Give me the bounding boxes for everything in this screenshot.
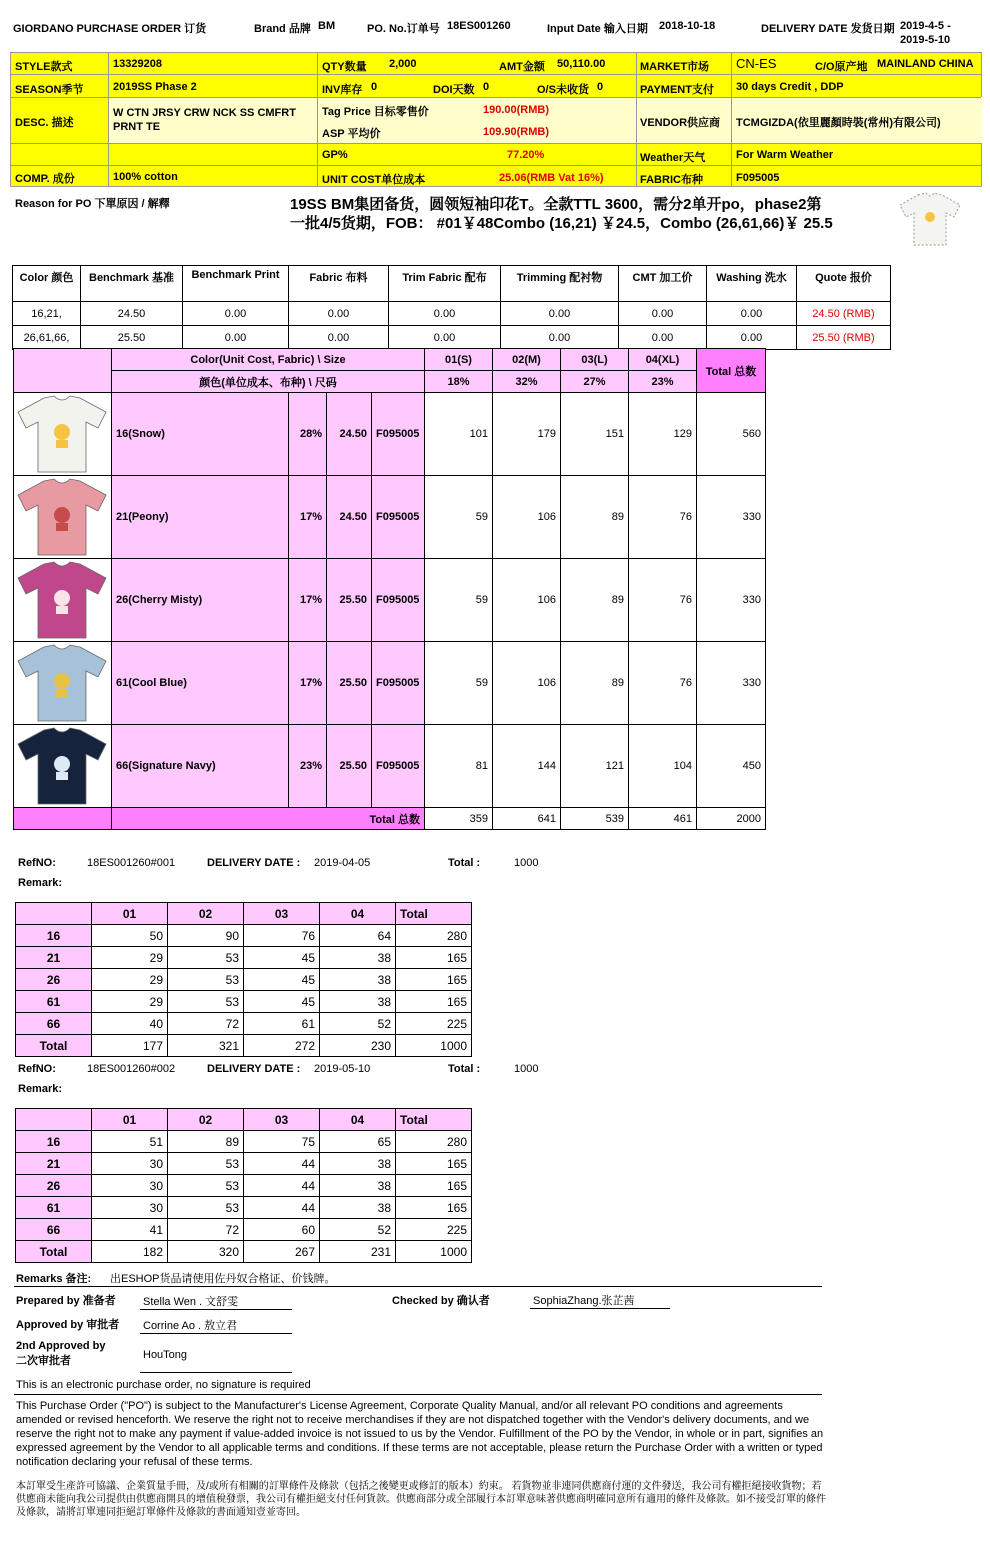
delivery-qty-cell: 51	[92, 1131, 168, 1153]
delivery-header-cell: 01	[92, 1109, 168, 1131]
bench-cell: 25.50	[81, 326, 183, 350]
gp-value: 77.20%	[507, 149, 545, 161]
size-row-total: 330	[697, 476, 766, 559]
delivery-size-label: Total	[16, 1241, 92, 1263]
season-value: 2019SS Phase 2	[113, 81, 197, 93]
market-label: MARKET市场	[640, 61, 710, 73]
prepared-value: Stella Wen . 文舒雯	[143, 1296, 239, 1308]
size-pct-m: 32%	[493, 371, 561, 393]
tshirt-icon	[14, 726, 110, 807]
bench-col-trimming: Trimming 配衬物	[501, 266, 619, 302]
delivery-qty-cell: 65	[320, 1131, 396, 1153]
delivery-total-value: 1000	[514, 1063, 539, 1075]
bench-cell: 0.00	[389, 326, 501, 350]
reason-label: Reason for PO 下單原因 / 解釋	[15, 198, 170, 210]
size-row-cost: 25.50	[327, 725, 372, 808]
size-breakdown-table	[13, 348, 766, 830]
size-row-qty-xl: 76	[629, 559, 697, 642]
delivery-size-label: 21	[16, 1153, 92, 1175]
size-row-qty-l: 151	[561, 393, 629, 476]
size-row	[14, 476, 766, 559]
size-row-qty-m: 106	[493, 559, 561, 642]
delivery-qty-cell: 30	[92, 1197, 168, 1219]
size-row-qty-s: 101	[425, 393, 493, 476]
delivery-qty-cell: 53	[168, 1197, 244, 1219]
bench-cell: 0.00	[289, 326, 389, 350]
comp-value: 100% cotton	[113, 171, 178, 183]
delivery-qty-cell: 267	[244, 1241, 320, 1263]
delivery-header-cell: Total	[396, 1109, 472, 1131]
signature-line	[140, 1309, 292, 1310]
delivery-header-cell: 04	[320, 903, 396, 925]
delivery-qty-cell: 321	[168, 1035, 244, 1057]
fabric-value: F095005	[736, 172, 780, 184]
unit-cost-label: UNIT COST单位成本	[322, 174, 426, 186]
delivery-total-label: Total :	[448, 857, 481, 869]
size-row-qty-l: 121	[561, 725, 629, 808]
vendor-value: TCMGIZDA(依里麗顏時裝(常州)有限公司)	[736, 117, 941, 129]
delivery-row	[16, 947, 472, 969]
size-row-cost: 25.50	[327, 559, 372, 642]
delivery-table-2	[15, 1108, 472, 1263]
doi-label: DOI天数	[433, 84, 475, 96]
style-value: 13329208	[113, 58, 162, 70]
size-row-qty-xl: 104	[629, 725, 697, 808]
benchmark-table	[12, 265, 891, 350]
approved2-value: HouTong	[143, 1349, 188, 1361]
tshirt-icon	[14, 560, 110, 641]
bench-col-fabric: Fabric 布料	[289, 266, 389, 302]
delivery-qty-cell: 177	[92, 1035, 168, 1057]
po-label: PO. No.订单号	[367, 23, 440, 35]
benchmark-row	[13, 326, 891, 350]
checked-label: Checked by 确认者	[392, 1295, 490, 1307]
bench-cell: 0.00	[289, 302, 389, 326]
bench-cell: 0.00	[183, 302, 289, 326]
delivery-size-label: 61	[16, 991, 92, 1013]
delivery-table-1	[15, 902, 472, 1057]
delivery-date-label: DELIVERY DATE :	[207, 857, 301, 869]
delivery-qty-cell: 29	[92, 969, 168, 991]
size-table-title-cn: 颜色(单位成本、布种) \ 尺码	[112, 371, 425, 393]
size-row-fabric: F095005	[372, 476, 425, 559]
delivery-qty-cell: 165	[396, 991, 472, 1013]
delivery-qty-cell: 44	[244, 1153, 320, 1175]
delivery-qty-cell: 45	[244, 969, 320, 991]
delivery-date-value: 2019-4-5 -	[900, 20, 951, 32]
size-row-pct: 17%	[289, 642, 327, 725]
size-row-qty-l: 89	[561, 642, 629, 725]
size-row	[14, 559, 766, 642]
size-table-title: Color(Unit Cost, Fabric) \ Size	[112, 349, 425, 371]
delivery-row	[16, 1241, 472, 1263]
delivery-header-cell: 03	[244, 903, 320, 925]
size-row-qty-m: 106	[493, 476, 561, 559]
bench-cell: 0.00	[707, 302, 797, 326]
delivery-header-cell: 02	[168, 1109, 244, 1131]
qty-label: QTY数量	[322, 61, 367, 73]
size-row-color: 26(Cherry Misty)	[112, 559, 289, 642]
delivery-header-cell	[16, 1109, 92, 1131]
delivery-row	[16, 1131, 472, 1153]
approved2-label-cn: 二次审批者	[16, 1355, 71, 1367]
bench-cell: 16,21,	[13, 302, 81, 326]
remark-label: Remark:	[18, 877, 63, 889]
delivery-qty-cell: 53	[168, 969, 244, 991]
delivery-qty-cell: 76	[244, 925, 320, 947]
bench-cell: 26,61,66,	[13, 326, 81, 350]
delivery-header-row	[16, 1109, 472, 1131]
tag-price-value: 190.00(RMB)	[483, 104, 550, 116]
size-col-xl: 04(XL)	[629, 349, 697, 371]
desc-label: DESC. 描述	[15, 117, 74, 129]
size-total-s: 359	[425, 808, 493, 830]
size-row-cost: 24.50	[327, 393, 372, 476]
size-row-total: 450	[697, 725, 766, 808]
delivery-qty-cell: 53	[168, 1153, 244, 1175]
delivery-row	[16, 991, 472, 1013]
size-total-xl: 461	[629, 808, 697, 830]
size-row-pct: 28%	[289, 393, 327, 476]
size-pct-s: 18%	[425, 371, 493, 393]
delivery-header-cell: 02	[168, 903, 244, 925]
size-row	[14, 393, 766, 476]
size-row-fabric: F095005	[372, 393, 425, 476]
size-row-qty-s: 59	[425, 476, 493, 559]
delivery-qty-cell: 38	[320, 1153, 396, 1175]
weather-value: For Warm Weather	[736, 149, 834, 161]
delivery-qty-cell: 53	[168, 991, 244, 1013]
size-row-color: 66(Signature Navy)	[112, 725, 289, 808]
size-col-s: 01(S)	[425, 349, 493, 371]
delivery-header-cell: 01	[92, 903, 168, 925]
delivery-qty-cell: 29	[92, 947, 168, 969]
delivery-header-cell: 03	[244, 1109, 320, 1131]
shirt-image-cell	[14, 559, 112, 642]
size-col-m: 02(M)	[493, 349, 561, 371]
bench-col-benchmark: Benchmark 基准	[81, 266, 183, 302]
size-row-qty-xl: 76	[629, 642, 697, 725]
delivery-qty-cell: 225	[396, 1219, 472, 1241]
shirt-image-cell	[14, 642, 112, 725]
bench-cell: 0.00	[501, 326, 619, 350]
bench-col-washing: Washing 洗水	[707, 266, 797, 302]
delivery-qty-cell: 230	[320, 1035, 396, 1057]
delivery-date-value: 2019-04-05	[314, 857, 371, 869]
terms-english: This Purchase Order ("PO") is subject to the Manufacturer's License Agreement, Corporate Quality Manual, and/or all relevant PO conditions and agreements amended or revised henceforth. We reserve the right not to receive merchandises if they are not dispatched together with the Vendor's delivery documents, and we reserve the right not to make any payment if value-added invoice is not issued to us by the Vendor. Fulfillment of the PO by the Vendor, in whole or in part, signifies an expressed agreement by the Vendor to all applicable terms and conditions. If these terms are not acceptable, please return the Purchase Order with a written or typed notification declaring your refusal of these terms.	[16, 1400, 824, 1468]
brand-value: BM	[318, 20, 336, 32]
reason-text-2: 一批4/5货期，FOB： #01￥48Combo (16,21) ￥24.5，Combo (26,61,66)￥ 25.5	[290, 215, 833, 232]
fabric-label: FABRIC布种	[640, 174, 703, 186]
terms-chinese: 本訂單受生產許可協議、企業質量手冊，及/或所有相關的訂單條件及條款（包括之後變更或修訂的版本）約束。 若貨物並非連同供應商付運的文件發送，我公司有權拒絕接收貨物；若供應商未能向我公司提供由供應商開具的增值稅發票，我公司有權拒絕支付任何貨款。供應商部分或全部履行本訂單意味著供應商明確同意所有適用的條件及條款。如不接受訂單的條件及條款，請將訂單連同拒絕訂單條件及條款的書面通知壹並寄回。	[16, 1481, 826, 1518]
bench-cell: 0.00	[183, 326, 289, 350]
delivery-qty-cell: 38	[320, 969, 396, 991]
delivery-row	[16, 925, 472, 947]
bench-cell: 0.00	[619, 326, 707, 350]
delivery-total-value: 1000	[514, 857, 539, 869]
delivery-header-cell: 04	[320, 1109, 396, 1131]
bench-cell: 24.50	[81, 302, 183, 326]
size-total-m: 641	[493, 808, 561, 830]
delivery-row	[16, 1197, 472, 1219]
size-row-color: 61(Cool Blue)	[112, 642, 289, 725]
delivery-size-label: 16	[16, 1131, 92, 1153]
brand-label: Brand 品牌	[254, 23, 311, 35]
delivery-qty-cell: 44	[244, 1175, 320, 1197]
size-row-pct: 17%	[289, 476, 327, 559]
co-value: MAINLAND CHINA	[877, 58, 974, 70]
delivery-qty-cell: 89	[168, 1131, 244, 1153]
delivery-qty-cell: 272	[244, 1035, 320, 1057]
delivery-qty-cell: 280	[396, 925, 472, 947]
size-row-qty-m: 179	[493, 393, 561, 476]
size-row-fabric: F095005	[372, 642, 425, 725]
size-total-row	[14, 808, 766, 830]
delivery-qty-cell: 30	[92, 1153, 168, 1175]
delivery-qty-cell: 90	[168, 925, 244, 947]
tshirt-icon	[14, 394, 110, 475]
size-row-qty-s: 59	[425, 559, 493, 642]
delivery-row	[16, 1013, 472, 1035]
delivery-qty-cell: 38	[320, 1197, 396, 1219]
delivery-size-label: Total	[16, 1035, 92, 1057]
desc-value: W CTN JRSY CRW NCK SS CMFRT	[113, 107, 296, 119]
delivery-qty-cell: 38	[320, 947, 396, 969]
size-row-pct: 17%	[289, 559, 327, 642]
size-pct-l: 27%	[561, 371, 629, 393]
size-total-label: Total 总数	[112, 808, 425, 830]
delivery-qty-cell: 165	[396, 969, 472, 991]
remark-label: Remark:	[18, 1083, 63, 1095]
delivery-row	[16, 1153, 472, 1175]
co-label: C/O原产地	[815, 61, 868, 73]
delivery-row	[16, 1035, 472, 1057]
size-row-qty-m: 144	[493, 725, 561, 808]
bench-col-trim-fabric: Trim Fabric 配布	[389, 266, 501, 302]
remarks-label: Remarks 备注:	[16, 1273, 92, 1285]
po-info-grid	[10, 52, 982, 187]
delivery-qty-cell: 165	[396, 1175, 472, 1197]
size-row-qty-s: 81	[425, 725, 493, 808]
desc-value-2: PRNT TE	[113, 121, 161, 133]
asp-label: ASP 平均价	[322, 128, 381, 140]
weather-label: Weather天气	[640, 152, 706, 164]
size-row-qty-xl: 129	[629, 393, 697, 476]
season-label: SEASON季节	[15, 84, 84, 96]
signature-line	[140, 1372, 292, 1373]
size-pct-xl: 23%	[629, 371, 697, 393]
delivery-qty-cell: 61	[244, 1013, 320, 1035]
qty-value: 2,000	[389, 58, 417, 70]
comp-label: COMP. 成份	[15, 173, 75, 185]
size-row-total: 330	[697, 559, 766, 642]
delivery-size-label: 26	[16, 969, 92, 991]
delivery-row	[16, 1175, 472, 1197]
size-row-fabric: F095005	[372, 559, 425, 642]
size-row	[14, 642, 766, 725]
bench-cell: 0.00	[389, 302, 501, 326]
delivery-qty-cell: 75	[244, 1131, 320, 1153]
divider	[14, 1286, 822, 1287]
os-value: 0	[597, 81, 604, 93]
delivery-qty-cell: 165	[396, 947, 472, 969]
delivery-header-cell: Total	[396, 903, 472, 925]
amt-value: 50,110.00	[557, 58, 606, 70]
delivery-qty-cell: 225	[396, 1013, 472, 1035]
po-value: 18ES001260	[447, 20, 511, 32]
tag-price-label: Tag Price 目标零售价	[322, 106, 429, 118]
delivery-date-label: DELIVERY DATE :	[207, 1063, 301, 1075]
size-row-pct: 23%	[289, 725, 327, 808]
reason-text: 19SS BM集团备货，圆领短袖印花T。全款TTL 3600，需分2单开po，phase2第	[290, 196, 822, 213]
bench-quote-cell: 25.50 (RMB)	[797, 326, 891, 350]
delivery-qty-cell: 41	[92, 1219, 168, 1241]
approved-value: Corrine Ao . 敖立君	[143, 1320, 238, 1332]
size-row-qty-xl: 76	[629, 476, 697, 559]
delivery-row	[16, 969, 472, 991]
size-grand-total: 2000	[697, 808, 766, 830]
delivery-row	[16, 1219, 472, 1241]
tshirt-icon	[14, 643, 110, 724]
size-row-fabric: F095005	[372, 725, 425, 808]
delivery-qty-cell: 50	[92, 925, 168, 947]
delivery-date-value: 2019-05-10	[314, 1063, 371, 1075]
delivery-header-row	[16, 903, 472, 925]
prepared-label: Prepared by 准备者	[16, 1295, 116, 1307]
payment-label: PAYMENT支付	[640, 84, 714, 96]
delivery-qty-cell: 45	[244, 991, 320, 1013]
benchmark-header-row	[13, 266, 891, 302]
inv-label: INV库存	[322, 84, 363, 96]
refno-value: 18ES001260#002	[87, 1063, 176, 1075]
size-row-color: 16(Snow)	[112, 393, 289, 476]
delivery-total-label: Total :	[448, 1063, 481, 1075]
approved2-label: 2nd Approved by	[16, 1340, 106, 1352]
delivery-size-label: 21	[16, 947, 92, 969]
delivery-qty-cell: 53	[168, 1175, 244, 1197]
bench-col-quote: Quote 报价	[797, 266, 891, 302]
size-row-qty-l: 89	[561, 559, 629, 642]
size-row-qty-s: 59	[425, 642, 493, 725]
refno-label: RefNO:	[18, 1063, 56, 1075]
company-title: GIORDANO PURCHASE ORDER 订货	[13, 23, 207, 35]
shirt-image-cell	[14, 393, 112, 476]
delivery-qty-cell: 40	[92, 1013, 168, 1035]
doi-value: 0	[483, 81, 490, 93]
bench-col-cmt: CMT 加工价	[619, 266, 707, 302]
bench-cell: 0.00	[501, 302, 619, 326]
signature-line	[140, 1333, 292, 1334]
delivery-size-label: 66	[16, 1219, 92, 1241]
amt-label: AMT金额	[499, 61, 545, 73]
delivery-qty-cell: 44	[244, 1197, 320, 1219]
delivery-qty-cell: 38	[320, 991, 396, 1013]
benchmark-row	[13, 302, 891, 326]
size-row-total: 330	[697, 642, 766, 725]
style-label: STYLE款式	[15, 61, 73, 73]
size-row-qty-l: 89	[561, 476, 629, 559]
asp-value: 109.90(RMB)	[483, 126, 550, 138]
delivery-qty-cell: 52	[320, 1013, 396, 1035]
delivery-qty-cell: 280	[396, 1131, 472, 1153]
divider	[14, 1394, 822, 1395]
delivery-qty-cell: 60	[244, 1219, 320, 1241]
delivery-size-label: 66	[16, 1013, 92, 1035]
size-col-total: Total 总数	[697, 349, 766, 393]
delivery-qty-cell: 231	[320, 1241, 396, 1263]
checked-value: SophiaZhang.张芷茜	[533, 1295, 635, 1307]
approved-label: Approved by 审批者	[16, 1319, 120, 1331]
os-label: O/S未收货	[537, 84, 589, 96]
delivery-date-value-end: 2019-5-10	[900, 34, 951, 46]
bench-cell: 0.00	[619, 302, 707, 326]
remarks-value: 出ESHOP货品请使用佐丹奴合格证、价钱牌。	[110, 1273, 336, 1285]
delivery-size-label: 16	[16, 925, 92, 947]
refno-label: RefNO:	[18, 857, 56, 869]
input-date-label: Input Date 输入日期	[547, 23, 648, 35]
delivery-date-label: DELIVERY DATE 发货日期	[761, 23, 895, 35]
size-row-color: 21(Peony)	[112, 476, 289, 559]
size-row-total: 560	[697, 393, 766, 476]
signature-line	[530, 1308, 670, 1309]
payment-value: 30 days Credit , DDP	[736, 81, 844, 93]
delivery-qty-cell: 45	[244, 947, 320, 969]
electronic-note: This is an electronic purchase order, no signature is required	[16, 1379, 311, 1391]
delivery-qty-cell: 1000	[396, 1035, 472, 1057]
size-row-cost: 25.50	[327, 642, 372, 725]
vendor-label: VENDOR供应商	[640, 117, 721, 129]
delivery-qty-cell: 320	[168, 1241, 244, 1263]
shirt-image-cell	[14, 476, 112, 559]
delivery-header-cell	[16, 903, 92, 925]
delivery-qty-cell: 64	[320, 925, 396, 947]
delivery-qty-cell: 53	[168, 947, 244, 969]
gp-label: GP%	[322, 149, 348, 161]
bench-cell: 0.00	[707, 326, 797, 350]
input-date-value: 2018-10-18	[659, 20, 716, 32]
delivery-qty-cell: 30	[92, 1175, 168, 1197]
size-total-l: 539	[561, 808, 629, 830]
bench-col-print: Benchmark Print	[183, 266, 289, 302]
size-col-l: 03(L)	[561, 349, 629, 371]
delivery-size-label: 61	[16, 1197, 92, 1219]
size-row-qty-m: 106	[493, 642, 561, 725]
tshirt-icon	[14, 477, 110, 558]
market-value: CN-ES	[736, 56, 777, 71]
inv-value: 0	[371, 81, 378, 93]
delivery-size-label: 26	[16, 1175, 92, 1197]
delivery-qty-cell: 38	[320, 1175, 396, 1197]
unit-cost-value: 25.06(RMB Vat 16%)	[499, 172, 604, 184]
delivery-qty-cell: 165	[396, 1153, 472, 1175]
shirt-image-cell	[14, 725, 112, 808]
delivery-qty-cell: 72	[168, 1013, 244, 1035]
delivery-qty-cell: 1000	[396, 1241, 472, 1263]
refno-value: 18ES001260#001	[87, 857, 176, 869]
delivery-qty-cell: 182	[92, 1241, 168, 1263]
bench-col-color: Color 颜色	[13, 266, 81, 302]
size-row	[14, 725, 766, 808]
delivery-qty-cell: 165	[396, 1197, 472, 1219]
delivery-qty-cell: 72	[168, 1219, 244, 1241]
shirt-thumbnail-icon	[896, 191, 964, 249]
delivery-qty-cell: 52	[320, 1219, 396, 1241]
bench-quote-cell: 24.50 (RMB)	[797, 302, 891, 326]
size-row-cost: 24.50	[327, 476, 372, 559]
delivery-qty-cell: 29	[92, 991, 168, 1013]
